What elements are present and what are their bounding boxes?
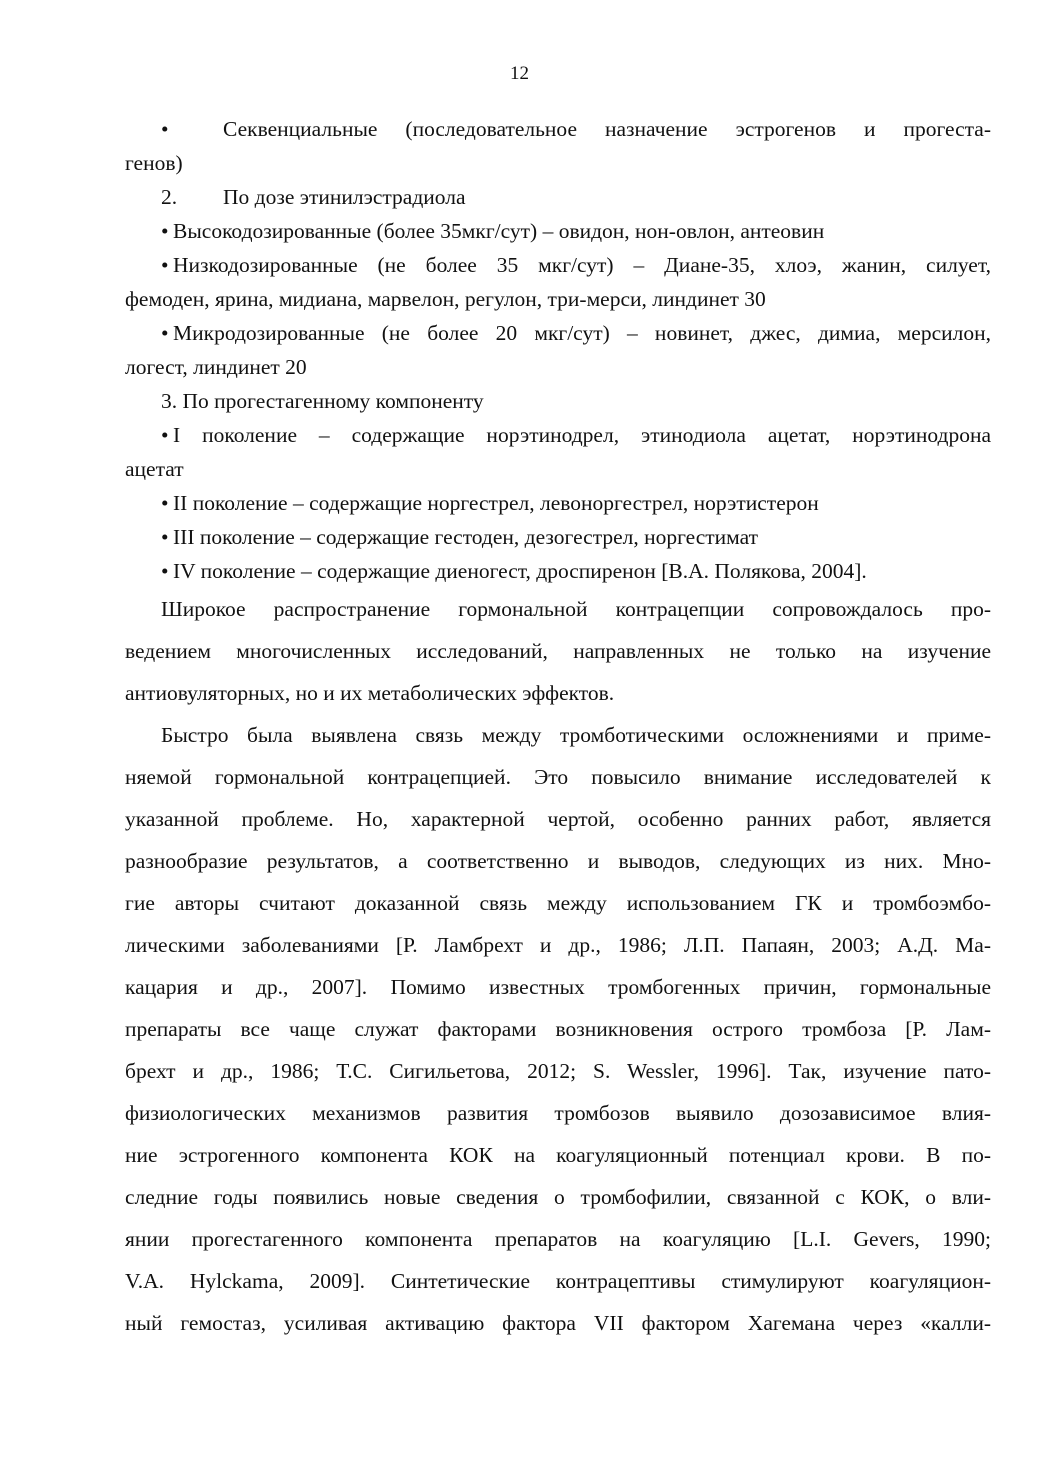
text: Микродозированные (не более 20 мкг/сут) – новинет, джес, димиа, мерсилон, [173,321,991,345]
paragraph-line: лическими заболеваниями [Р. Ламбрехт и др., 1986; Л.П. Папаян, 2003; А.Д. Ма- [125,933,991,957]
micro-dose-item-line-2: логест, линдинет 20 [125,355,307,379]
bullet-icon: • [161,525,169,549]
bullet-icon: • [161,559,169,583]
gen1-item-line-2: ацетат [125,457,184,481]
paragraph-line: препараты все чаще служат факторами возникновения острого тромбоза [Р. Лам- [125,1017,991,1041]
paragraph-line: ный гемостаз, усиливая активацию фактора VII фактором Хагемана через «калли- [125,1311,991,1335]
low-dose-item-line-2: фемоден, ярина, мидиана, марвелон, регулон, три-мерси, линдинет 30 [125,287,766,311]
text: III поколение – содержащие гестоден, дезогестрел, норгестимат [173,525,759,549]
paragraph-line: ние эстрогенного компонента КОК на коагуляционный потенциал крови. В по- [125,1143,991,1167]
bullet-icon: • [161,491,169,515]
bullet-icon: • [161,253,169,277]
paragraph-line: антиовуляторных, но и их метаболических эффектов. [125,681,615,705]
paragraph-line: кацария и др., 2007]. Помимо известных тромбогенных причин, гормональные [125,975,991,999]
text: Низкодозированные (не более 35 мкг/сут) – Диане-35, хлоэ, жанин, силует, [173,253,991,277]
paragraph-line: указанной проблеме. Но, характерной чертой, особенно ранних работ, является [125,807,991,831]
low-dose-item-line-1 [125,248,991,282]
text: Высокодозированные (более 35мкг/сут) – овидон, нон-овлон, антеовин [173,219,825,243]
paragraph-line: Быстро была выявлена связь между тромботическими осложнениями и приме- [161,723,991,747]
paragraph-line: разнообразие результатов, а соответственно и выводов, следующих из них. Мно- [125,849,991,873]
paragraph-line: няемой гормональной контрацепцией. Это повысило внимание исследователей к [125,765,991,789]
bullet-icon: • [161,117,169,141]
text: IV поколение – содержащие диеногест, дроспиренон [В.А. Полякова, 2004]. [173,559,867,583]
micro-dose-item-line-1 [125,316,991,350]
paragraph-line: брехт и др., 1986; Т.С. Сигильетова, 2012; S. Wessler, 1996]. Так, изучение пато- [125,1059,991,1083]
gen2-item [125,486,991,520]
paragraph-line: V.A. Hylckama, 2009]. Синтетические контрацептивы стимулируют коагуляцион- [125,1269,991,1293]
dose-heading [125,180,991,214]
paragraph-line: гие авторы считают доказанной связь между использованием ГК и тромбоэмбо- [125,891,991,915]
paragraph-line: следние годы появились новые сведения о тромбофилии, связанной с КОК, о вли- [125,1185,991,1209]
text: Секвенциальные (последовательное назначение эстрогенов и прогеста- [223,117,991,141]
progestagen-heading: 3. По прогестагенному компоненту [161,389,484,413]
page-content [125,112,991,1344]
high-dose-item [125,214,991,248]
text: По дозе этинилэстрадиола [223,185,466,209]
text: II поколение – содержащие норгестрел, левоноргестрел, норэтистерон [173,491,819,515]
paragraph-line: ведением многочисленных исследований, направленных не только на изучение [125,639,991,663]
list-number: 2. [161,185,178,209]
paragraph-2 [125,714,991,1344]
text: I поколение – содержащие норэтинодрел, этинодиола ацетат, норэтинодрона [173,423,991,447]
paragraph-line: Широкое распространение гормональной контрацепции сопровождалось про- [161,597,991,621]
bullet-icon: • [161,321,169,345]
page-number: 12 [510,63,529,84]
gen1-item-line-1 [125,418,991,452]
gen4-item [125,554,991,588]
gen3-item [125,520,991,554]
paragraph-line: физиологических механизмов развития тромбозов выявило дозозависимое влия- [125,1101,991,1125]
bullet-icon: • [161,423,169,447]
sequential-item-line-1 [125,112,991,146]
bullet-icon: • [161,219,169,243]
paragraph-1 [125,588,991,714]
paragraph-line: янии прогестагенного компонента препаратов на коагуляцию [L.I. Gevers, 1990; [125,1227,991,1251]
sequential-item-line-2: генов) [125,151,183,175]
